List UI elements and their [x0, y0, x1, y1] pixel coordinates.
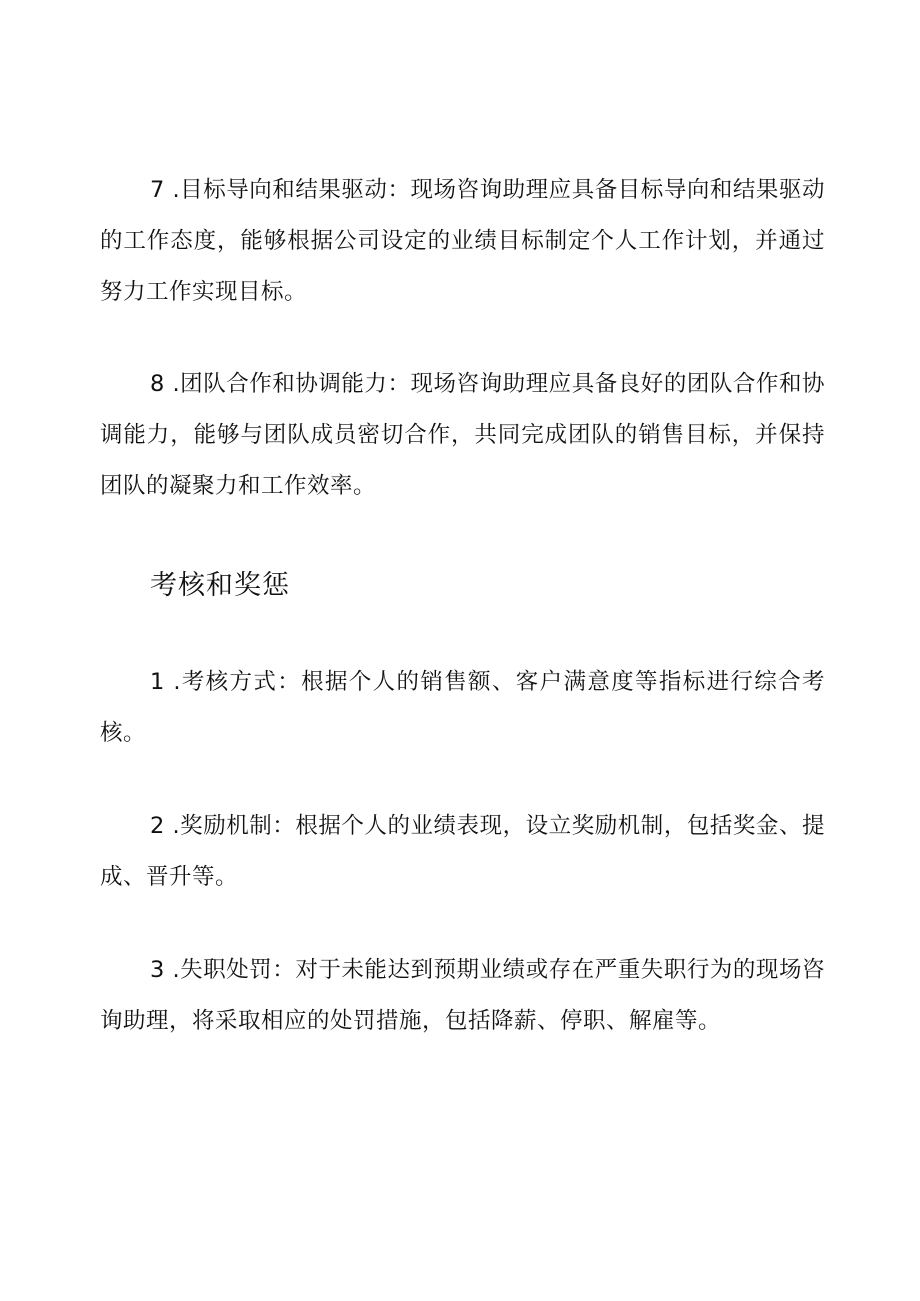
paragraph-item-7: 7 .目标导向和结果驱动：现场咨询助理应具备目标导向和结果驱动的工作态度，能够根据公司设定的业绩目标制定个人工作计划，并通过努力工作实现目标。	[100, 177, 825, 305]
paragraph-assessment-method: 1 .考核方式：根据个人的销售额、客户满意度等指标进行综合考核。	[100, 669, 825, 746]
paragraph-item-8: 8 .团队合作和协调能力：现场咨询助理应具备良好的团队合作和协调能力，能够与团队成员密切合作，共同完成团队的销售目标，并保持团队的凝聚力和工作效率。	[100, 371, 825, 499]
paragraph-dereliction-penalty: 3 .失职处罚：对于未能达到预期业绩或存在严重失职行为的现场咨询助理，将采取相应的处罚措施，包括降薪、停职、解雇等。	[100, 957, 825, 1034]
paragraph-reward-mechanism: 2 .奖励机制：根据个人的业绩表现，设立奖励机制，包括奖金、提成、晋升等。	[100, 813, 825, 890]
section-heading-assessment: 考核和奖惩	[150, 570, 290, 601]
